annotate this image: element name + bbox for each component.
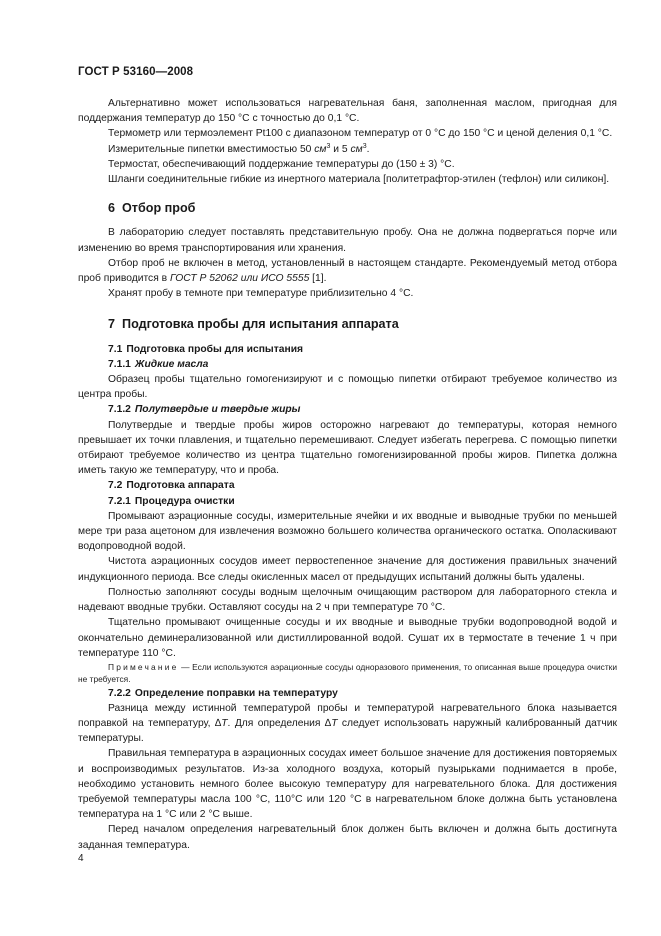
- section-6-heading: 6 Отбор проб: [108, 201, 196, 216]
- paragraph: Термостат, обеспечивающий поддержание температуры до (150 ± 3) °С.: [108, 158, 455, 170]
- paragraph: Измерительные пипетки вместимостью 50 $см^3$ и 5 $см^3$.: [108, 142, 370, 155]
- paragraph: Чистота аэрационных сосудов имеет первостепенное значение для достижения правильных значений индукционного периода. Все следы окисленных масел от предыдущих испытаний должны быть удалены.: [78, 556, 617, 583]
- paragraph: Образец пробы тщательно гомогенизируют и с помощью пипетки отбирают требуемое количество из центра пробы.: [78, 374, 617, 401]
- subsection-7-1-heading: 7.1 Подготовка пробы для испытания: [108, 343, 304, 355]
- note: Примечание — Если используются аэрационные сосуды одноразового применения, то описанная выше процедура очистки не требуется.: [78, 661, 617, 685]
- page-number: 4: [78, 853, 84, 864]
- paragraph: Альтернативно может использоваться нагревательная баня, заполненная маслом, пригодная для поддержания температур до 150 °С с точностью до 0,1 °С.: [78, 98, 617, 125]
- subsection-7-2-2-heading: 7.2.2 Определение поправки на температуру: [108, 687, 338, 699]
- subsection-7-1-2-heading: 7.1.2 Полутвердые и твердые жиры: [108, 404, 301, 416]
- paragraph: Промывают аэрационные сосуды, измерительные ячейки и их вводные и выводные трубки по меньшей мере три раза ацетоном для извлечения возможно большего количества органического остатка. Ополаскивают водопроводной водой.: [78, 510, 617, 553]
- paragraph: Отбор проб не включен в метод, установленный в настоящем стандарте. Рекомендуемый метод отбора проб приводится в ГОСТ Р 52062 или ИСО 5555 [1].: [78, 257, 617, 285]
- paragraph: Перед началом определения нагревательный блок должен быть включен и должна быть достигнута заданная температура.: [78, 824, 617, 851]
- paragraph: Хранят пробу в темноте при температуре приблизительно 4 °С.: [108, 288, 414, 300]
- paragraph: В лабораторию следует поставлять представительную пробу. Она не должна подвергаться порче или изменению во время транспортирования или хранения.: [78, 227, 617, 254]
- section-7-heading: 7 Подготовка пробы для испытания аппарата: [108, 317, 399, 332]
- paragraph: Правильная температура в аэрационных сосудах имеет большое значение для достижения повторяемых и воспроизводимых результатов. Из-за холодного воздуха, который пузырьками поднимается в пробе, необходимо установить немного более высокую температуру для нагревательного блока. Для достижения требуемой температуры масла 100 °С, 110°С или 120 °С в нагревательном блоке должна быть установлена температура на 1 °С или 2 °С выше.: [78, 748, 617, 821]
- subsection-7-2-1-heading: 7.2.1 Процедура очистки: [108, 495, 235, 507]
- paragraph: Шланги соединительные гибкие из инертного материала [политетрафтор-этилен (тефлон) или силикон].: [108, 174, 610, 186]
- paragraph: Полностью заполняют сосуды водным щелочным очищающим раствором для лабораторного стекла и надевают вводные трубки. Оставляют сосуды на 2 ч при температуре 70 °С.: [78, 586, 617, 614]
- page-body: [78, 96, 617, 853]
- document-id: ГОСТ Р 53160—2008: [78, 66, 194, 78]
- paragraph: Тщательно промывают очищенные сосуды и их вводные и выводные трубки водопроводной водой и окончательно деминерализованной или дистиллированной водой. Сушат их в термостате в течение 1 ч при температуре 110 °С.: [78, 617, 617, 659]
- paragraph: Полутвердые и твердые пробы жиров осторожно нагревают до температуры, которая немного превышает их точки плавления, и тщательно перемешивают. Следует избегать перегрева. С помощью пипетки отбирают требуемое количество из центра тщательно гомогенизированной пробы жиров. Пипетка должна иметь такую же температуру, что и проба.: [78, 419, 617, 477]
- subsection-7-1-1-heading: 7.1.1 Жидкие масла: [108, 358, 209, 370]
- paragraph: Разница между истинной температурой пробы и температурой нагревательного блока называется поправкой на температуру, ∆T. Для определения ∆T следует использовать наружный калиброванный датчик температуры.: [78, 702, 618, 745]
- subsection-7-2-heading: 7.2 Подготовка аппарата: [108, 480, 235, 492]
- paragraph: Термометр или термоэлемент Pt100 с диапазоном температур от 0 °С до 150 °С и ценой деления 0,1 °С.: [108, 128, 613, 140]
